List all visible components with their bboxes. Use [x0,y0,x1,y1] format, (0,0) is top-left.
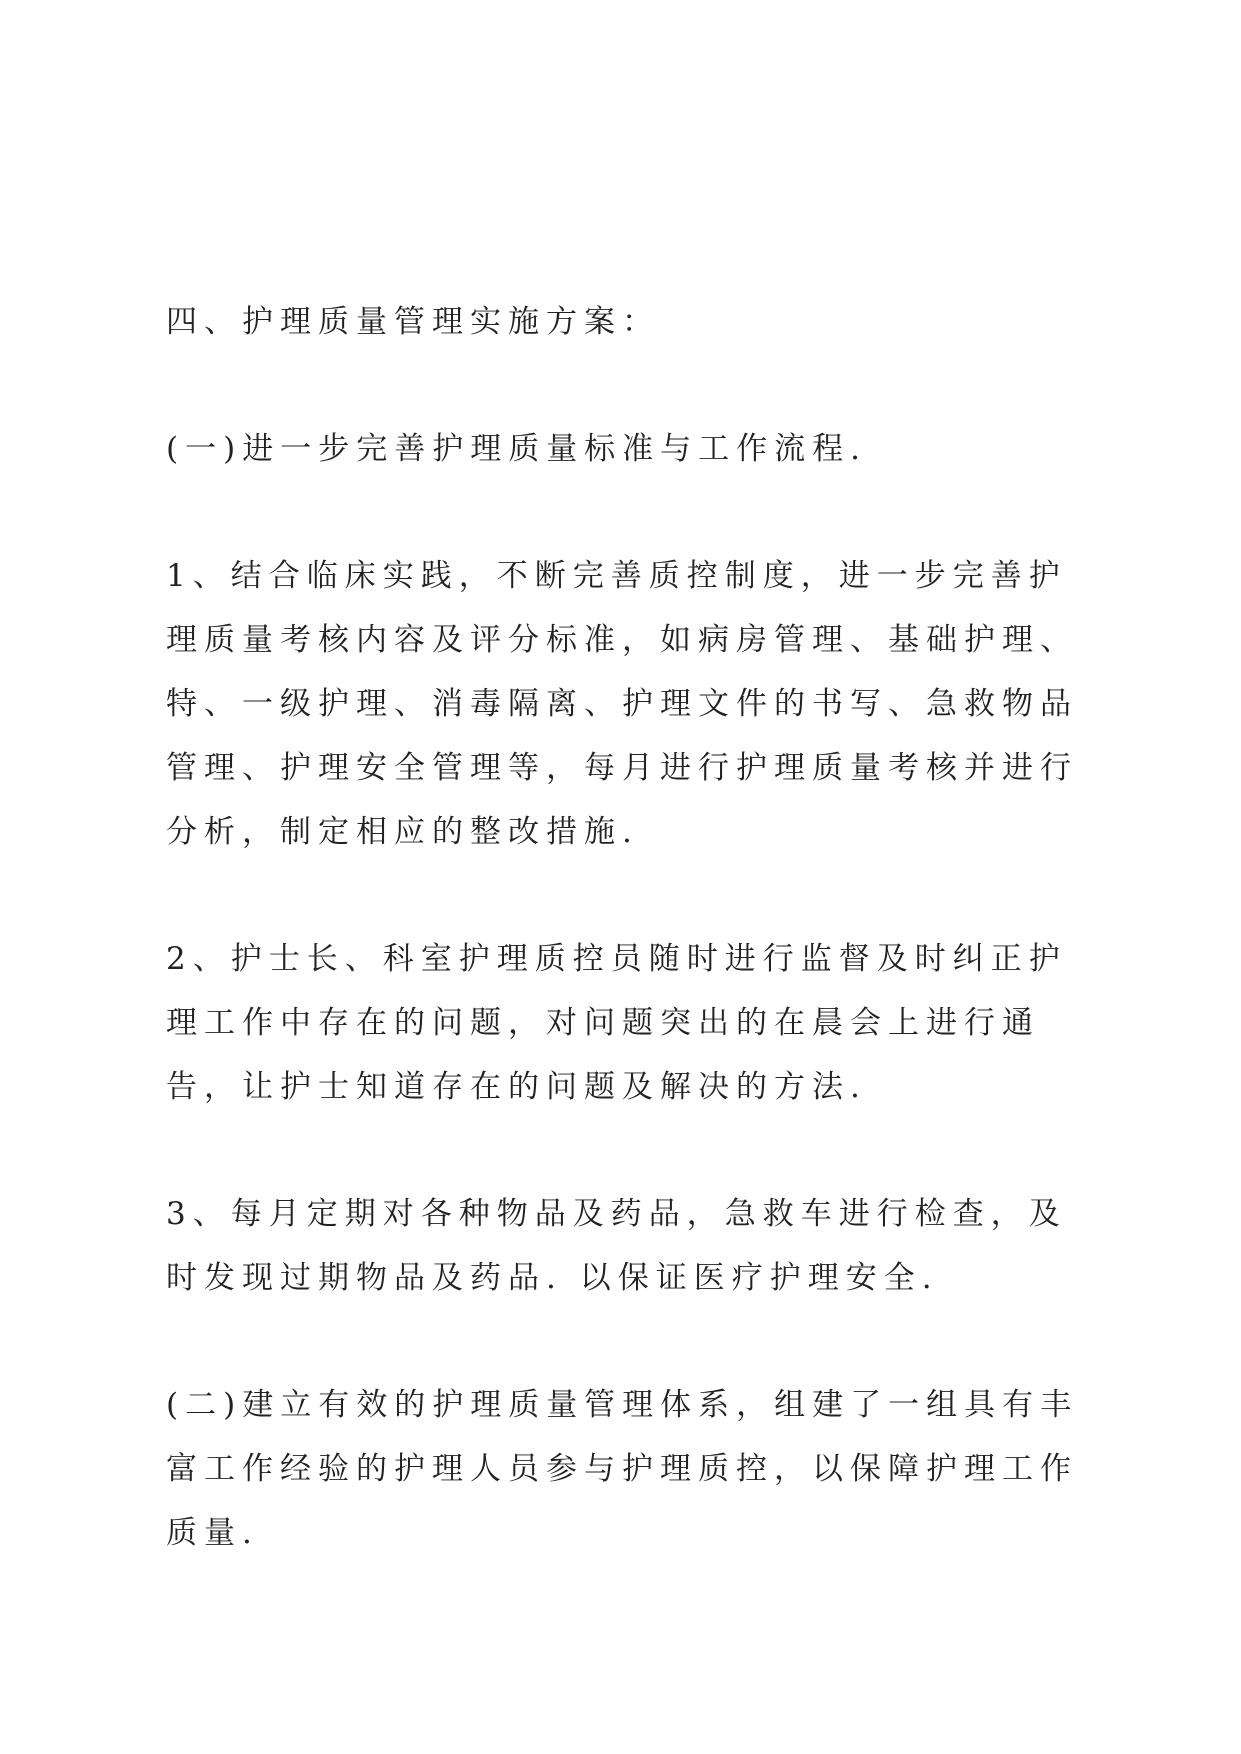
list-item-2: 2、护士长、科室护理质控员随时进行监督及时纠正护理工作中存在的问题，对问题突出的在晨会上进行通告，让护士知道存在的问题及解决的方法. [166,941,1067,1105]
subsection-title-1: (一)进一步完善护理质量标准与工作流程. [166,431,868,467]
list-item-1: 1、结合临床实践，不断完善质控制度，进一步完善护理质量考核内容及评分标准，如病房管理、基础护理、特、一级护理、消毒隔离、护理文件的书写、急救物品管理、护理安全管理等，每月进行护理质量考核并进行分析，制定相应的整改措施. [166,558,1078,850]
list-item-3: 3、每月定期对各种物品及药品，急救车进行检查，及时发现过期物品及药品. 以保证医疗护理安全. [166,1196,1067,1296]
document-body [166,290,1086,1565]
section-heading: 四、护理质量管理实施方案： [166,304,660,340]
subsection-title-2: (二)建立有效的护理质量管理体系，组建了一组具有丰富工作经验的护理人员参与护理质控，以保障护理工作质量. [166,1387,1079,1551]
